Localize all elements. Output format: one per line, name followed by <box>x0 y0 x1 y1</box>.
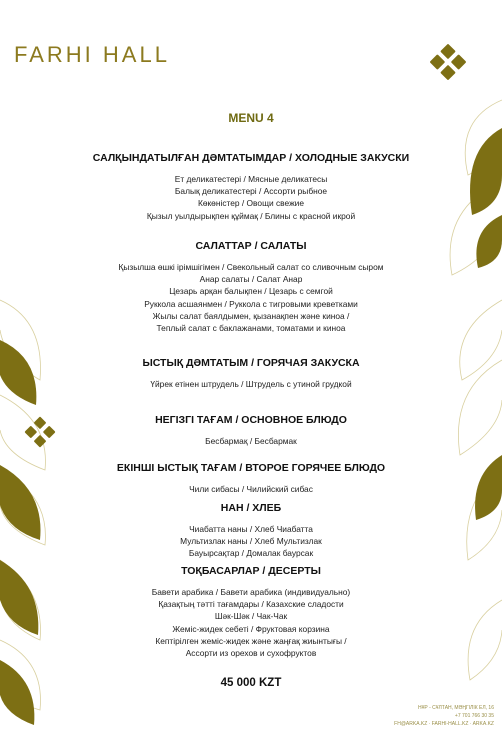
menu-item: Жылы салат баялдымен, қызанақпен және киноа / <box>152 310 350 321</box>
menu-item: Бауырсақтар / Домалак баурсак <box>188 548 314 559</box>
contact-web: FH@ARKA.KZ · FARHI-HALL.KZ · ARKA.KZ <box>394 721 494 727</box>
section-title: САЛАТТАР / САЛАТЫ <box>195 240 307 252</box>
menu-item: Мультизлак наны / Хлеб Мультизлак <box>180 536 322 547</box>
menu-title: MENU 4 <box>228 111 274 125</box>
menu-item: Шәк-Шәк / Чак-Чак <box>214 611 288 622</box>
section-cold-appetizers <box>0 152 502 222</box>
menu-item: Бесбармақ / Бесбармак <box>205 436 297 446</box>
menu-item: Ет деликатестері / Мясные деликатесы <box>174 174 328 184</box>
menu-item: Үйрек етінен штрудель / Штрудель с утиной грудкой <box>150 379 352 389</box>
menu-item: Қызылша өшкі ірімшігімен / Свекольный салат со сливочным сыром <box>118 262 384 272</box>
menu-item: Ассорти из орехов и сухофруктов <box>185 648 317 659</box>
section-second-hot <box>0 462 502 495</box>
menu-item: Жеміс-жидек себеті / Фруктовая корзина <box>172 623 330 634</box>
contact-info <box>394 704 494 728</box>
menu-item: Балық деликатестері / Ассорти рыбное <box>174 186 328 197</box>
section-title: ЕКІНШІ ЫСТЫҚ ТАҒАМ / ВТОРОЕ ГОРЯЧЕЕ БЛЮДО <box>116 462 386 474</box>
contact-address: НҰР - СҰЛТАН, МӘҢГІЛІК ЕЛ, 16 <box>417 705 494 711</box>
menu-item: Кептірілген жеміс-жидек және жаңғақ жиынтығы / <box>155 635 347 646</box>
menu-item: Анар салаты / Салат Анар <box>199 274 303 285</box>
menu-item: Чили сибасы / Чилийский сибас <box>189 484 313 494</box>
section-desserts <box>0 565 502 659</box>
section-hot-appetizer <box>0 357 502 390</box>
contact-phone: +7 701 766 30 35 <box>454 713 494 719</box>
item-list <box>0 523 502 560</box>
item-list <box>0 483 502 495</box>
section-title: САЛҚЫНДАТЫЛҒАН ДӘМТАТЫМДАР / ХОЛОДНЫЕ ЗАКУСКИ <box>92 152 410 164</box>
section-title: ТОҚБАСАРЛАР / ДЕСЕРТЫ <box>181 565 321 577</box>
section-title: НАН / ХЛЕБ <box>220 502 282 514</box>
menu-item: Руккола асшаянмен / Руккола с тигровыми креветками <box>144 298 358 309</box>
item-list <box>0 173 502 222</box>
menu-item: Қазақтың тәтті тағамдары / Казахские сладости <box>158 599 344 610</box>
item-list <box>0 586 502 659</box>
menu-item: Бавети арабика / Бавети арабика (индивидуально) <box>151 587 351 597</box>
menu-item: Көкөністер / Овощи свежие <box>197 198 305 209</box>
brand-logo: FARHI HALL <box>14 42 170 67</box>
menu-price: 45 000 KZT <box>220 677 282 689</box>
item-list <box>0 378 502 390</box>
menu-item: Чиабатта наны / Хлеб Чиабатта <box>189 524 313 534</box>
menu-item: Теплый салат с баклажанами, томатами и киноа <box>156 323 346 334</box>
item-list <box>0 435 502 447</box>
item-list <box>0 261 502 334</box>
section-main-course <box>0 414 502 447</box>
section-title: ЫСТЫҚ ДӘМТАТЫМ / ГОРЯЧАЯ ЗАКУСКА <box>142 357 360 369</box>
section-salads <box>0 240 502 334</box>
section-title: НЕГІЗГІ ТАҒАМ / ОСНОВНОЕ БЛЮДО <box>155 414 347 426</box>
section-bread <box>0 502 502 560</box>
menu-item: Қызыл уылдырықпен құймақ / Блины с красной икрой <box>146 210 356 221</box>
menu-item: Цезарь арқан балықпен / Цезарь с семгой <box>169 286 333 297</box>
